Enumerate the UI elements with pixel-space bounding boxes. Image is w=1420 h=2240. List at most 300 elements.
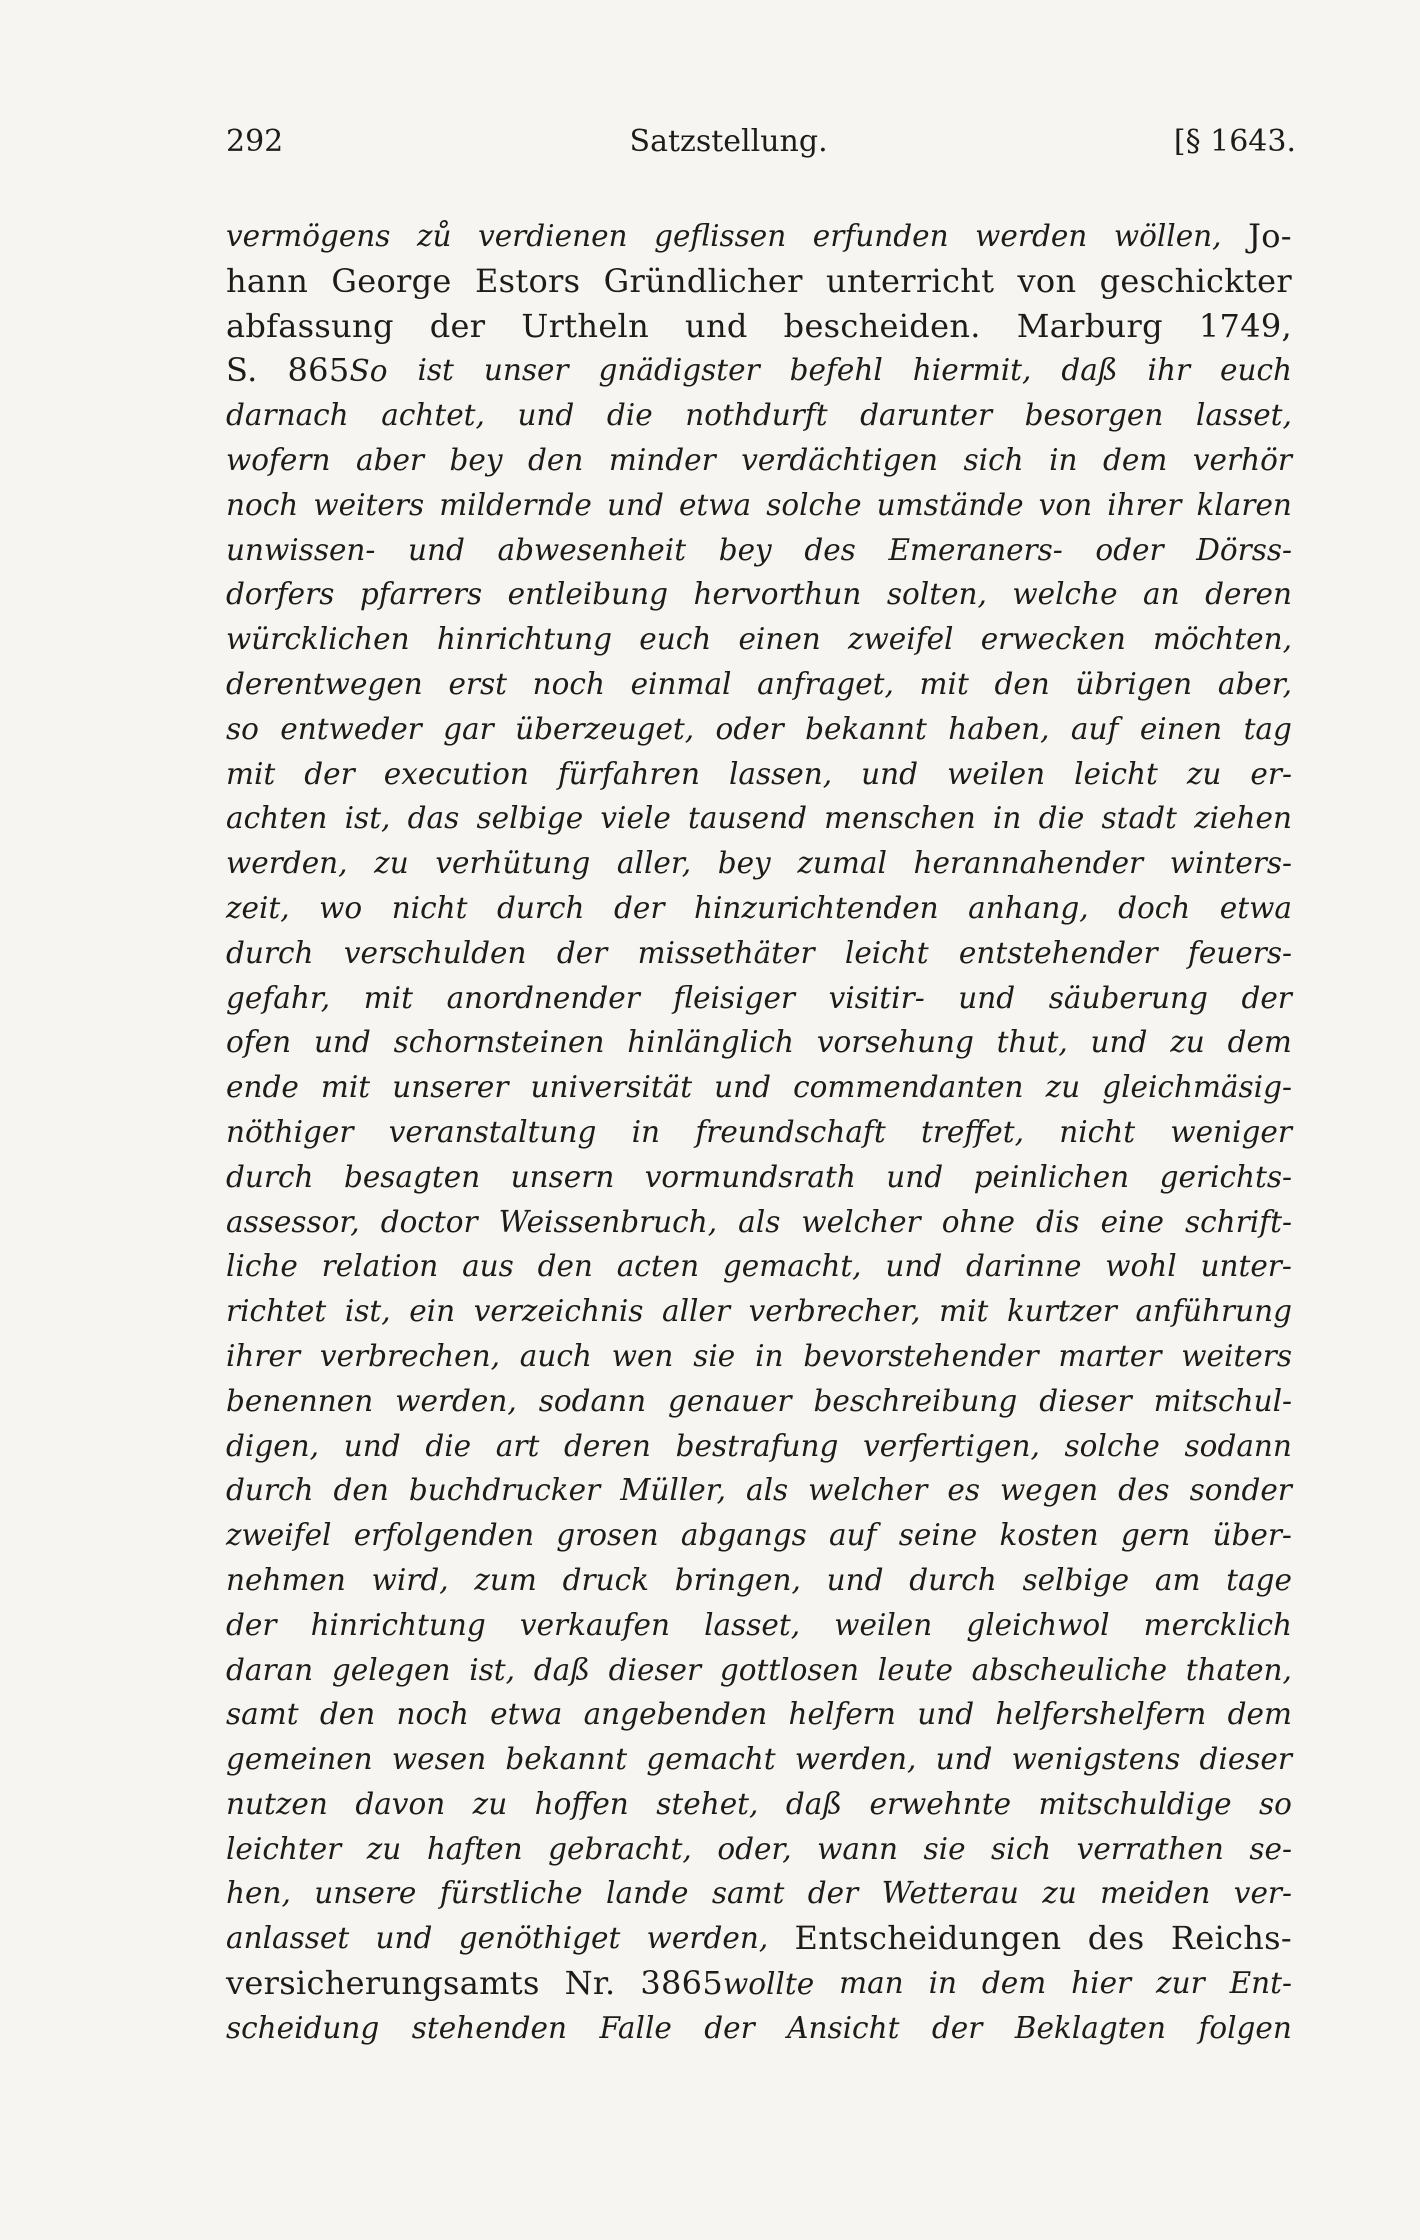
word: gemacht [646,1742,776,1777]
word: lasset, [1195,398,1292,433]
word: schrift- [1185,1204,1292,1239]
word: mitschul- [1153,1383,1292,1418]
word: und [343,1428,401,1463]
word: die [606,398,653,433]
text-line [226,348,1292,393]
word: der [1241,980,1292,1015]
word: thaten, [1185,1652,1292,1687]
word: mit [939,1294,989,1329]
text-line [226,1468,1292,1513]
word: Reichs- [1170,1919,1292,1958]
word: wofern [226,442,331,477]
word: erst [448,666,508,701]
word: und [408,532,465,567]
word: auf [1070,711,1119,746]
word: des [1118,1473,1170,1508]
word: aber [355,442,425,477]
word: benennen [226,1383,374,1418]
word: der [614,890,665,925]
word: bestrafung [675,1428,839,1463]
word: hiermit, [912,353,1032,388]
word: werden, [395,1383,517,1418]
word: den [528,442,584,477]
word: verkaufen [519,1607,670,1642]
word: und [885,1249,943,1284]
word: doctor [380,1204,478,1239]
word: buchdrucker [408,1473,601,1508]
word: feuers- [1187,935,1292,970]
word: folgen [1198,2010,1292,2045]
word: mercklich [1143,1607,1292,1642]
word: so [1259,1786,1292,1821]
text-line [226,1916,1292,1961]
word: erfolgenden [353,1518,535,1553]
word: dem [1103,442,1168,477]
word: peinlichen [973,1159,1130,1194]
word: anordnender [446,980,640,1015]
word: hinrichtung [310,1607,486,1642]
word: leicht [1074,756,1158,791]
word: Nr. [564,1964,616,2003]
word: werden, [646,1921,769,1956]
word: ofen [226,1025,292,1060]
word: solten, [886,577,987,612]
word: relation [321,1249,439,1284]
word: sonder [1189,1473,1292,1508]
word: auch [519,1338,592,1373]
word: in [928,1966,957,2001]
word: Gründlicher [603,261,803,300]
word: entleibung [507,577,669,612]
word: menschen [824,801,976,836]
word: und [861,756,919,791]
text-line [226,662,1292,707]
word: euch [1220,353,1292,388]
word: sich [963,442,1024,477]
word: man [839,1966,904,2001]
word: zweifel [848,622,954,657]
word: lasset, [704,1607,801,1642]
word: Dörss- [1196,532,1292,567]
word: und [685,306,748,345]
word: verhör [1192,442,1292,477]
word: davon [355,1786,446,1821]
word: weniger [1170,1114,1292,1149]
word: sie [923,1831,966,1866]
word: tag [1243,711,1292,746]
word: über- [1212,1518,1292,1553]
word: wenigstens [1011,1742,1181,1777]
word: ihrer [1107,487,1182,522]
word: oder, [717,1831,792,1866]
word: genauer [668,1383,792,1418]
word: in [755,1338,784,1373]
word: ihr [1147,353,1191,388]
word: winters- [1169,846,1292,881]
word: hier [1071,1966,1132,2001]
word: pfarrers [359,577,483,612]
word: der [556,935,608,970]
word: seine [898,1518,978,1553]
word: Jo- [1248,217,1292,255]
word: säuberung [1048,980,1208,1015]
word: dorfers [226,577,335,612]
word: entweder [280,711,422,746]
word: dieser [608,1652,702,1687]
word: zu [1045,1070,1081,1105]
word: verhütung [435,846,591,881]
word: aus [462,1249,514,1284]
word: ende [226,1070,299,1105]
word: welcher [801,1204,921,1239]
word: den [537,1249,593,1284]
word: durch [497,890,585,925]
word: des [804,532,856,567]
text-line [226,1603,1292,1648]
word: thut, [996,1025,1068,1060]
word: 1749, [1198,306,1292,345]
word: druck [562,1562,650,1597]
text-line [226,304,1292,349]
word: helfershelfern [995,1697,1207,1732]
word: und [375,1921,433,1956]
word: ist, [344,1294,391,1329]
word: nutzen [226,1786,328,1821]
word: mildernde [439,487,592,522]
word: haften [426,1831,523,1866]
word: dieser [1199,1742,1292,1777]
word: herannahender [913,846,1144,881]
word: nothdurft [685,398,828,433]
word: darinne [966,1249,1082,1284]
word: den [319,1697,376,1732]
text-line [226,752,1292,797]
word: unsere [314,1876,417,1911]
word: gemacht, [722,1249,862,1284]
word: wo [319,890,363,925]
text-line [226,707,1292,752]
word: auf [829,1518,877,1553]
word: zum [474,1562,537,1597]
word: gottlosen [719,1652,859,1687]
word: von [1017,261,1077,300]
word: und [935,1742,993,1777]
word: hen, [226,1876,291,1911]
word: so [226,711,259,746]
word: durch [226,935,314,970]
text-line [226,841,1292,886]
word: stehet, [656,1786,759,1821]
word: kurtzer [1006,1294,1117,1329]
word: Beklagten [1014,2010,1166,2045]
word: umstände [876,487,1024,522]
word: George [331,261,452,300]
word: acten [616,1249,700,1284]
word: leichter [226,1831,342,1866]
word: mitschuldige [1038,1786,1232,1821]
word: noch [226,487,299,522]
word: abscheuliche [971,1652,1168,1687]
text-line [226,1289,1292,1334]
text-line [226,572,1292,617]
word: in [631,1114,661,1149]
text-line [226,796,1292,841]
word: bekannt [805,711,927,746]
word: überzeuget, [515,711,695,746]
word: weiters [313,487,425,522]
word: sodann [538,1383,647,1418]
word: samt [711,1876,785,1911]
word: lande [606,1876,689,1911]
word: und [606,487,664,522]
body-text [226,214,1292,2051]
word: Weissenbruch, [498,1204,718,1239]
word: achtet, [381,398,485,433]
word: zu [472,1786,508,1821]
word: vormundsrath [644,1159,856,1194]
word: den [333,1473,389,1508]
word: selbige [1022,1562,1130,1597]
word: universität [530,1070,693,1105]
word: Marburg [1016,306,1163,345]
word: aller [662,1294,731,1329]
text-line [226,976,1292,1021]
text-line [226,393,1292,438]
word: execution [383,756,529,791]
word: in [992,801,1022,836]
word: zu [1186,756,1222,791]
text-line [226,1737,1292,1782]
word: nehmen [226,1562,346,1597]
word: möchten, [1153,622,1292,657]
word: dis [1036,1204,1080,1239]
word: verzeichnis [473,1294,644,1329]
word: ohne [941,1204,1015,1239]
word: grosen [556,1518,659,1553]
page-header [226,124,1296,159]
word: zu [1170,1025,1205,1060]
word: 3865wollte [640,1964,815,2003]
word: welcher [808,1473,928,1508]
word: anlasset [226,1921,350,1956]
word: bey [449,442,503,477]
word: Ansicht [787,2010,900,2045]
word: von [1038,487,1093,522]
word: leicht [844,935,929,970]
word: genöthiget [458,1921,621,1956]
word: stehenden [411,2010,568,2045]
word: helfern [788,1697,896,1732]
word: verdächtigen [741,442,939,477]
word: werden, [226,846,348,881]
word: anführung [1135,1294,1292,1329]
word: gar [443,711,494,746]
text-line [226,1200,1292,1245]
word: nicht [391,890,468,925]
word: wird, [371,1562,449,1597]
word: kosten [999,1518,1099,1553]
word: sodann [1184,1428,1292,1463]
word: bringen, [674,1562,801,1597]
word: gefahr, [226,980,331,1015]
page-number: 292 [226,124,284,159]
word: durch [226,1473,314,1508]
word: deren [564,1428,651,1463]
word: mit [919,666,969,701]
text-line [226,1334,1292,1379]
word: oder [1095,532,1164,567]
word: gebracht, [548,1831,692,1866]
word: deren [1205,577,1292,612]
word: ihrer [226,1338,301,1373]
word: unserer [392,1070,509,1105]
word: wöllen, [1113,219,1222,253]
word: mit [363,980,413,1015]
word: verrathen [1076,1831,1224,1866]
word: geschickter [1099,261,1292,300]
word: und [917,1697,975,1732]
text-line [226,1558,1292,1603]
word: bey [717,846,771,881]
word: viele [600,801,671,836]
word: gnädigster [598,353,760,388]
word: veranstaltung [388,1114,597,1149]
text-line [226,528,1292,573]
word: weilen [834,1607,933,1642]
text-line [226,1782,1292,1827]
word: als [738,1204,781,1239]
word: Estors [474,261,581,300]
word: meiden [1100,1876,1211,1911]
word: erwecken [980,622,1126,657]
word: hoffen [534,1786,629,1821]
text-line [226,886,1292,931]
text-line [226,1065,1292,1110]
word: dem [1227,1025,1292,1060]
word: ziehen [1194,801,1292,836]
word: der [704,2010,755,2045]
word: klaren [1196,487,1292,522]
word: haben, [948,711,1050,746]
word: es [947,1473,981,1508]
word: dem [981,1966,1047,2001]
text-line [226,259,1292,304]
word: Müller, [620,1473,726,1508]
word: gerichts- [1159,1159,1292,1194]
word: gelegen [331,1652,451,1687]
word: durch [909,1562,997,1597]
word: zweifel [226,1518,332,1553]
word: anfraget, [757,666,894,701]
word: scheidung [226,2010,380,2045]
word: ist [417,353,454,388]
word: wegen [1000,1473,1099,1508]
word: zů [416,219,452,253]
word: visitir- [828,980,925,1015]
word: Urtheln [521,306,650,345]
text-line [226,483,1292,528]
text-line [226,1513,1292,1558]
word: fürfahren [557,756,700,791]
word: gleichmäsig- [1102,1070,1292,1105]
word: daran [226,1652,314,1687]
word: und [958,980,1016,1015]
word: digen, [226,1428,320,1463]
word: des [1087,1919,1145,1958]
word: abfassung [226,306,394,345]
word: die [1038,801,1085,836]
word: der [931,2010,983,2045]
word: gleichwol [966,1607,1110,1642]
word: und [313,1025,371,1060]
word: würcklichen [226,622,410,657]
text-line [226,1692,1292,1737]
word: wohl [1105,1249,1177,1284]
word: bescheiden. [783,306,981,345]
word: Emeraners- [888,532,1063,567]
word: oder [715,711,784,746]
word: zumal [797,846,887,881]
word: unterricht [826,261,995,300]
word: dieser [1039,1383,1132,1418]
word: vorsehung [816,1025,974,1060]
word: abgangs [680,1518,807,1553]
word: aber, [1217,666,1292,701]
word: anhang, [968,890,1089,925]
word: bey [718,532,772,567]
word: und [1090,1025,1148,1060]
word: samt [226,1697,299,1732]
word: leute [877,1652,953,1687]
text-line [226,1379,1292,1424]
word: schornsteinen [393,1025,605,1060]
word: befehl [789,353,883,388]
text-line [226,1827,1292,1872]
word: verschulden [343,935,527,970]
word: ver- [1233,1876,1292,1911]
word: wesen [391,1742,487,1777]
word: aller, [616,846,692,881]
word: sich [991,1831,1052,1866]
word: unter- [1200,1249,1292,1284]
word: erwehnte [869,1786,1012,1821]
word: weiters [1181,1338,1292,1373]
word: S. [226,351,258,390]
word: bevorstehender [803,1338,1039,1373]
word: nicht [1059,1114,1136,1149]
word: eine [1100,1204,1164,1239]
word: ist, [344,801,391,836]
word: liche [226,1249,298,1284]
word: zur [1156,1966,1205,2001]
word: freundschaft [695,1114,886,1149]
word: unwissen- [226,532,376,567]
word: entstehender [958,935,1158,970]
word: wen [611,1338,674,1373]
word: doch [1118,890,1191,925]
word: in [1049,442,1078,477]
section-marker: [§ 1643. [1173,124,1296,159]
word: tage [1226,1562,1292,1597]
word: marter [1058,1338,1162,1373]
word: durch [226,1159,314,1194]
word: darnach [226,398,349,433]
word: angebenden [583,1697,768,1732]
text-line [226,617,1292,662]
word: einmal [630,666,732,701]
word: zu [1042,1876,1077,1911]
text-line [226,1244,1292,1289]
